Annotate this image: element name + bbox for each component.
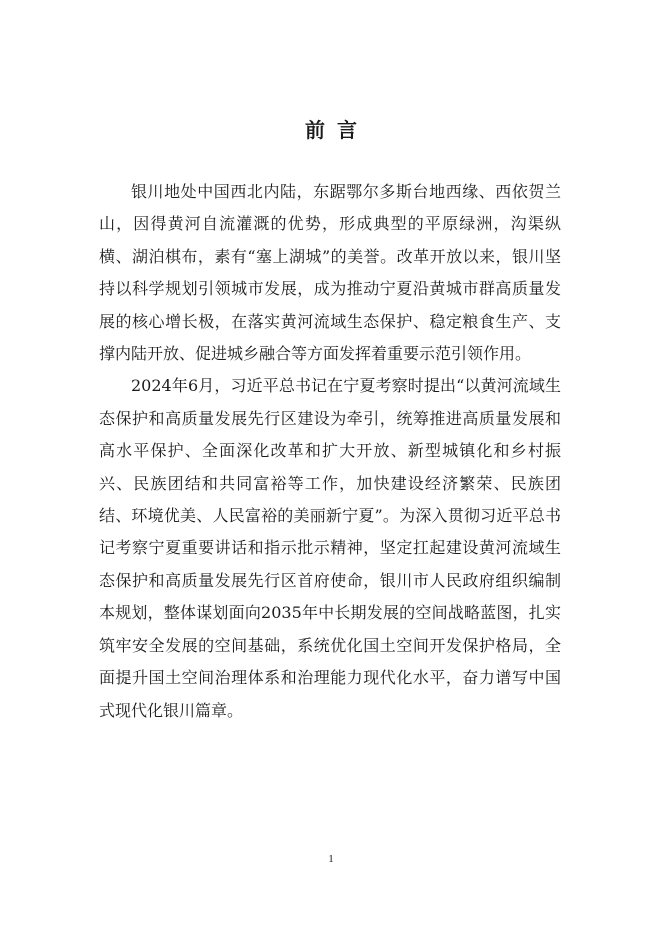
paragraph-planning-background: 2024年6月，习近平总书记在宁夏考察时提出“以黄河流域生态保护和高质量发展先行区建设为牵引，统筹推进高质量发展和高水平保护、全面深化改革和扩大开放、新型城镇化和乡村振兴、民族团结和共同富裕等工作，加快建设经济繁荣、民族团结、环境优美、人民富裕的美丽新宁夏”。为深入贯彻习近平总书记考察宁夏重要讲话和指示批示精神，坚定扛起建设黄河流域生态保护和高质量发展先行区首府使命，银川市人民政府组织编制本规划，整体谋划面向2035年中长期发展的空间战略蓝图，扎实筑牢安全发展的空间基础，系统优化国土空间开发保护格局，全面提升国土空间治理体系和治理能力现代化水平，奋力谱写中国式现代化银川篇章。: [99, 376, 561, 720]
body-text: [99, 176, 561, 727]
paragraph-introduction: 银川地处中国西北内陆，东踞鄂尔多斯台地西缘、西依贺兰山，因得黄河自流灌溉的优势，形成典型的平原绿洲，沟渠纵横、湖泊棋布，素有“塞上湖城”的美誉。改革开放以来，银川坚持以科学规划引领城市发展，成为推动宁夏沿黄城市群高质量发展的核心增长极，在落实黄河流域生态保护、稳定粮食生产、支撑内陆开放、促进城乡融合等方面发挥着重要示范引领作用。: [99, 182, 561, 364]
page-title: 前言: [305, 118, 369, 142]
page-number: 1: [328, 853, 334, 865]
